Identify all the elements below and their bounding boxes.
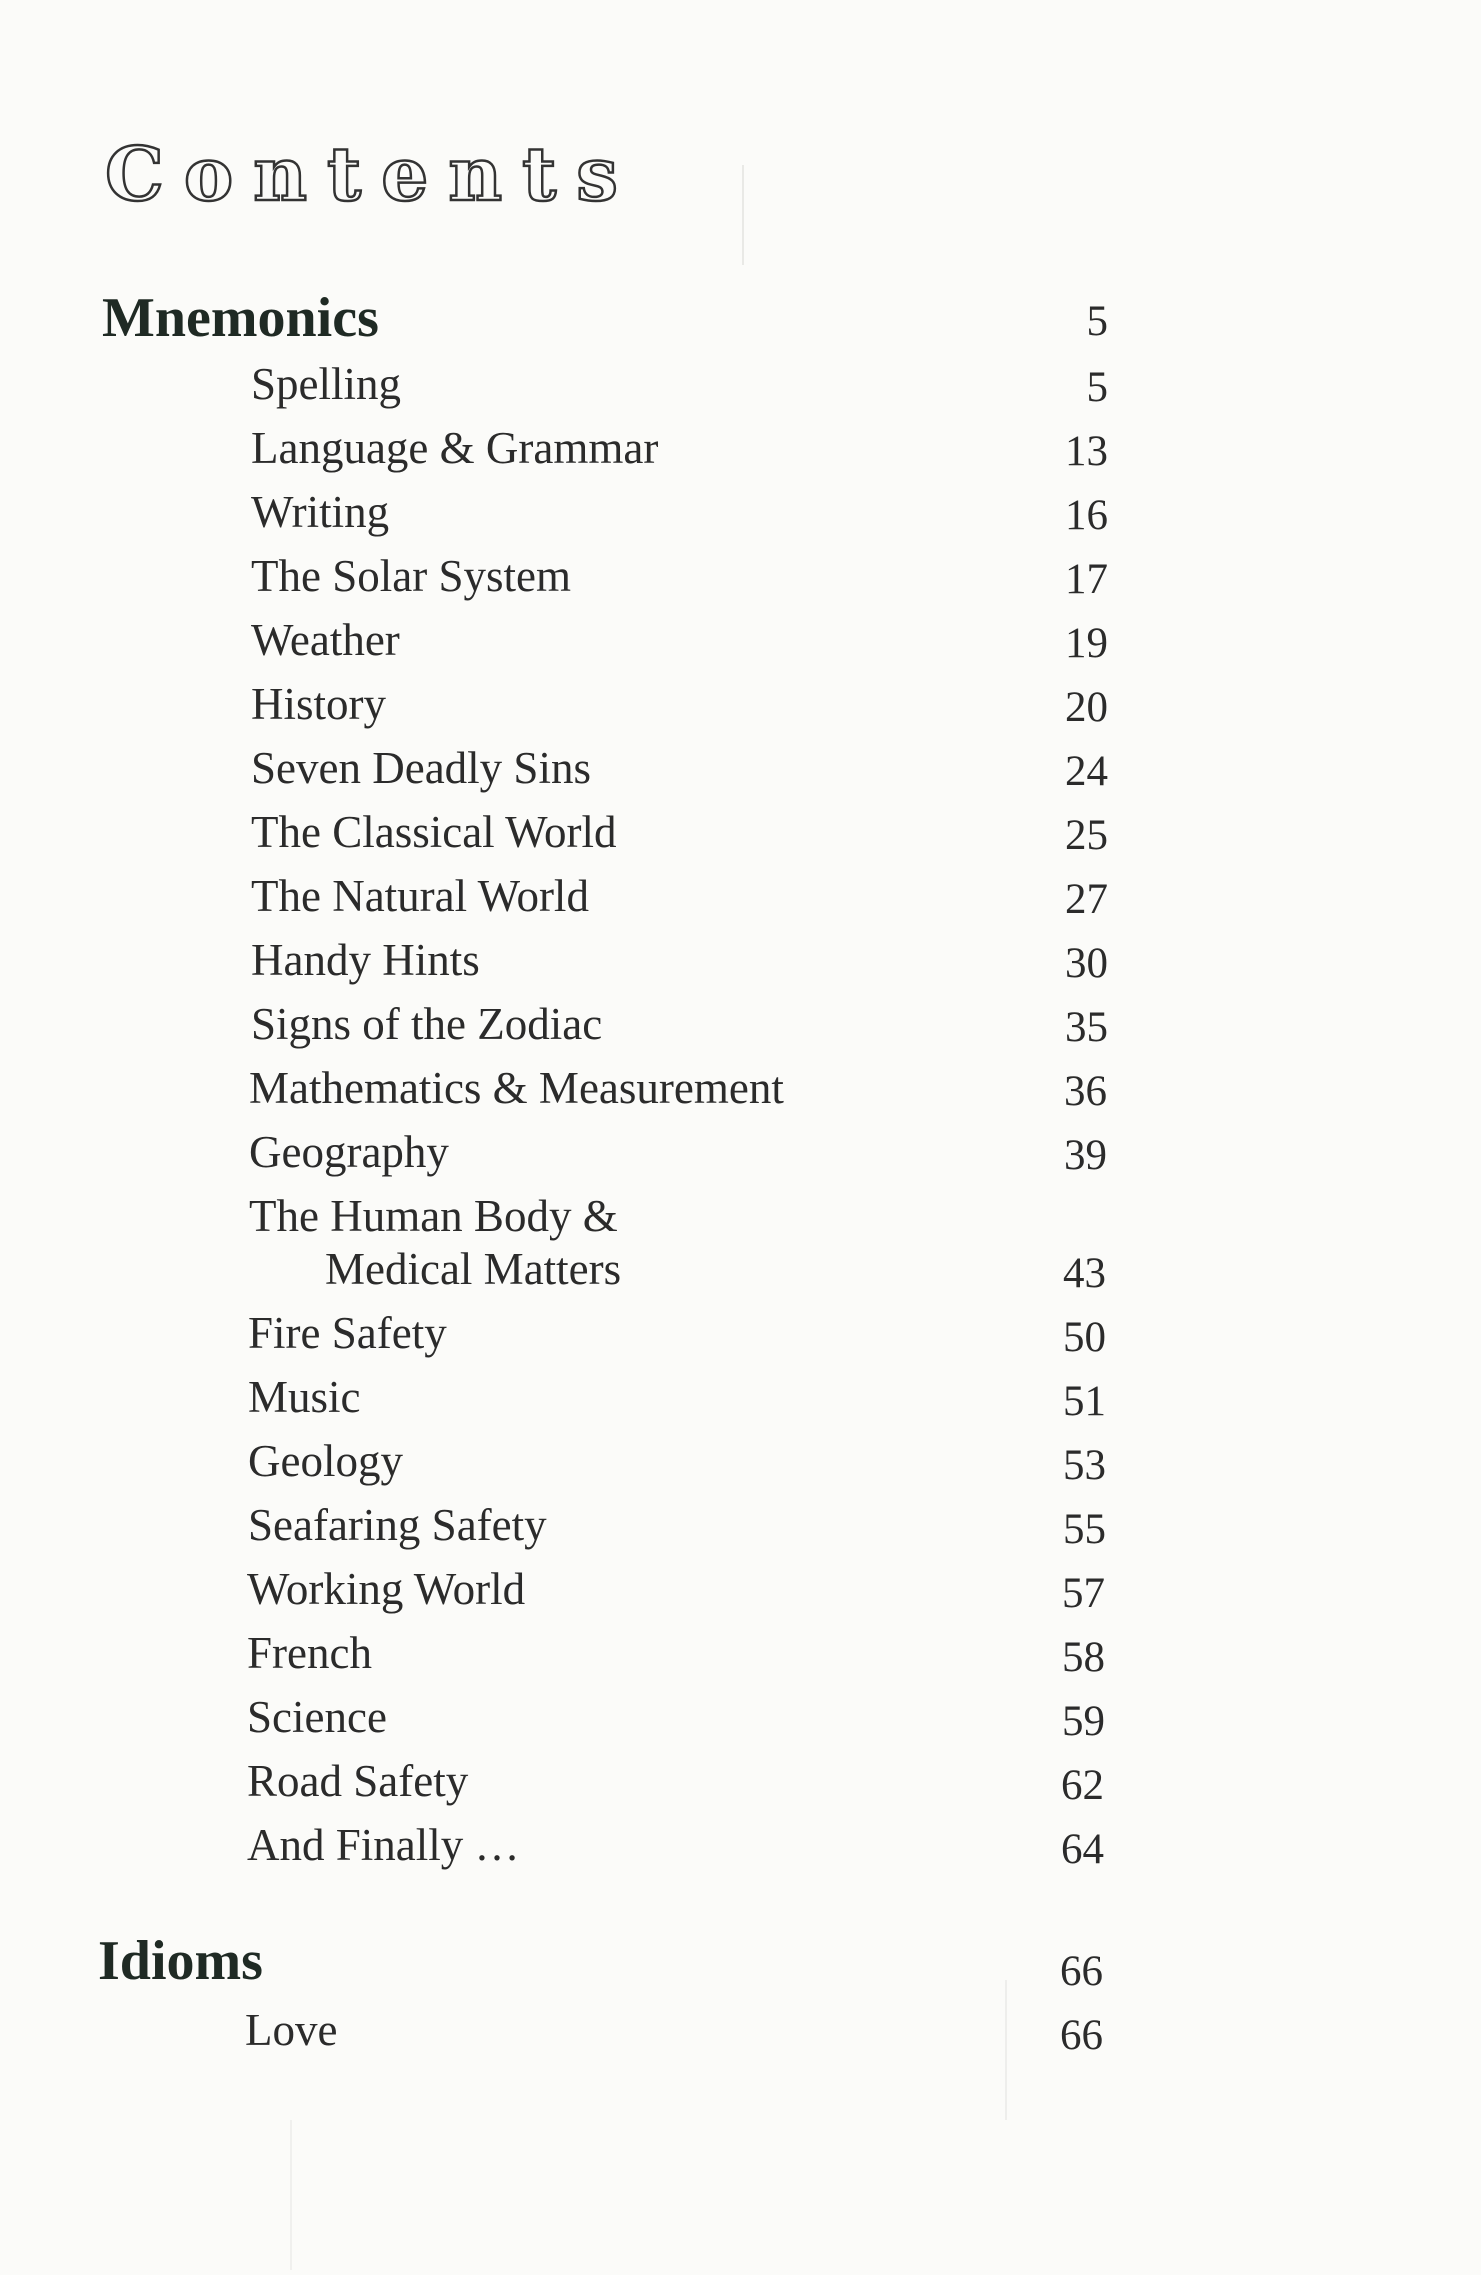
toc-page-number: 43: [1063, 1250, 1106, 1297]
toc-entry[interactable]: The Human Body &: [249, 1191, 618, 1241]
toc-page-number: 36: [1064, 1068, 1107, 1115]
toc-page-number: 24: [1065, 748, 1108, 795]
toc-page-number: 16: [1065, 492, 1108, 539]
section-title[interactable]: Idioms: [98, 1930, 263, 1992]
toc-entry[interactable]: The Classical World: [251, 807, 617, 857]
toc-page-number: 35: [1065, 1004, 1108, 1051]
toc-page-number: 59: [1062, 1698, 1105, 1745]
toc-entry[interactable]: Seven Deadly Sins: [251, 743, 591, 793]
toc-entry[interactable]: Road Safety: [247, 1756, 469, 1806]
toc-entry[interactable]: The Solar System: [251, 551, 571, 601]
toc-page-number: 20: [1065, 684, 1108, 731]
toc-entry[interactable]: Working World: [247, 1564, 526, 1614]
toc-page-number: 50: [1063, 1314, 1106, 1361]
toc-entry[interactable]: Seafaring Safety: [248, 1500, 547, 1550]
scan-line: [742, 165, 744, 265]
section-page-number: 5: [1086, 298, 1108, 345]
toc-page-number: 30: [1065, 940, 1108, 987]
toc-page-number: 55: [1063, 1506, 1106, 1553]
toc-entry[interactable]: History: [251, 679, 386, 729]
toc-entry[interactable]: Geography: [249, 1127, 449, 1177]
toc-page-number: 53: [1063, 1442, 1106, 1489]
toc-entry[interactable]: Science: [247, 1692, 387, 1742]
toc-page-number: 13: [1065, 428, 1108, 475]
toc-entry[interactable]: Spelling: [251, 359, 402, 409]
toc-entry[interactable]: Fire Safety: [248, 1308, 447, 1358]
toc-entry[interactable]: Mathematics & Measurement: [249, 1063, 784, 1113]
toc-entry[interactable]: Geology: [248, 1436, 403, 1486]
toc-entry[interactable]: Language & Grammar: [251, 423, 659, 473]
toc-page-number: 5: [1086, 364, 1108, 411]
toc-entry[interactable]: And Finally …: [247, 1820, 520, 1870]
toc-entry[interactable]: Music: [248, 1372, 361, 1422]
toc-page-number: 64: [1061, 1826, 1104, 1873]
scan-line: [290, 2120, 292, 2270]
page-title: Contents: [105, 132, 638, 218]
toc-page-number: 19: [1065, 620, 1108, 667]
toc-page-number: 27: [1065, 876, 1108, 923]
toc-entry[interactable]: Writing: [251, 487, 390, 537]
toc-entry[interactable]: Signs of the Zodiac: [251, 999, 603, 1049]
toc-entry[interactable]: Love: [245, 2005, 338, 2055]
toc-entry-continuation[interactable]: Medical Matters: [325, 1244, 622, 1294]
toc-page-number: 25: [1065, 812, 1108, 859]
toc-page-number: 51: [1063, 1378, 1106, 1425]
toc-entry[interactable]: French: [247, 1628, 372, 1678]
toc-page-number: 39: [1064, 1132, 1107, 1179]
toc-entry[interactable]: Handy Hints: [251, 935, 480, 985]
toc-entry[interactable]: The Natural World: [251, 871, 589, 921]
toc-page-number: 66: [1060, 2012, 1103, 2059]
section-page-number: 66: [1060, 1948, 1103, 1995]
toc-page-number: 58: [1062, 1634, 1105, 1681]
toc-page-number: 17: [1065, 556, 1108, 603]
toc-entry[interactable]: Weather: [251, 615, 400, 665]
section-title[interactable]: Mnemonics: [102, 287, 379, 349]
toc-page-number: 57: [1062, 1570, 1105, 1617]
toc-page-number: 62: [1061, 1762, 1104, 1809]
